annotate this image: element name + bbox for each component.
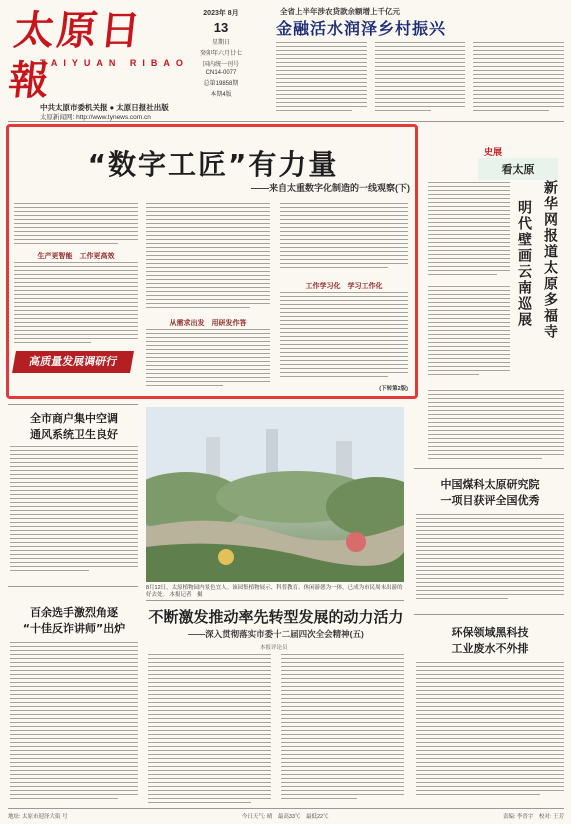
feature-subhead-2: 从需求出发 用研发作答: [169, 320, 247, 327]
footer-address: 地址: 太原市迎泽大街 号: [8, 814, 68, 820]
photo-garden: [146, 407, 404, 582]
feature-subtitle: ——来自太重数字化制造的一线观察(下): [251, 183, 410, 193]
footer-weather: 今日天气: 晴 最高33℃ 最低22℃: [241, 814, 329, 820]
left-story-1-headline-line1: 全市商户集中空调: [30, 412, 118, 425]
photo-garden-scene: [146, 407, 404, 582]
feature-body-col2b: [146, 329, 270, 393]
right-vertical-headline-2: 明代壁画云南巡展: [516, 200, 532, 328]
right-column-name: 看太原: [478, 158, 558, 180]
feature-subhead-3: 工作学习化 学习工作化: [305, 283, 383, 290]
feature-banner: 高质量发展调研行: [12, 351, 134, 373]
photo-credit: 本报记者 摄: [169, 592, 203, 598]
right-column-body-a: [428, 182, 510, 282]
right-vertical-headline-1: 新华网报道太原多福寺: [542, 180, 558, 340]
footer-editor: 责编: 李晋宇 校对: 王芳: [502, 814, 564, 820]
photo-caption-text: 8月12日，太原植物园内景色宜人。该园集植物展示、科普教育、休闲游憩为一体，已成为市民周末出游的好去处。: [146, 585, 403, 598]
left-story-2-headline-line2: “十佳反诈讲师”出炉: [22, 622, 126, 635]
footer-bar: [8, 808, 564, 820]
left-divider-1: [8, 404, 138, 405]
date-weekday: 星期日: [211, 40, 230, 46]
right-column-body-c: [428, 390, 564, 464]
publisher-org: 中共太原市委机关报 ● 太原日报社出版: [40, 103, 169, 112]
middle-story-headline: 不断激发推动率先转型发展的动力活力: [148, 608, 404, 626]
right-story-1-body: [416, 514, 564, 604]
feature-body-col3b: [280, 292, 408, 382]
right-column-kicker: 史展: [484, 147, 503, 157]
right-story-2-headline-line1: 环保领域黑科技: [451, 626, 529, 639]
right-divider-1: [414, 468, 564, 469]
feature-continued: (下转第2版): [379, 386, 408, 392]
top-story-headline: 金融活水润泽乡村振兴: [276, 19, 447, 38]
left-story-1-headline-line2: 通风系统卫生良好: [30, 428, 118, 441]
date-year-month: 2023年 8月: [203, 10, 239, 17]
middle-story-body: [148, 654, 404, 804]
right-column-body-b: [428, 286, 510, 382]
top-story-body: [276, 42, 564, 116]
feature-body-col2a: [146, 203, 270, 315]
issue-pages: 本期4版: [210, 92, 232, 98]
issue-cn: CN14-0077: [205, 70, 237, 76]
left-story-2-body: [10, 642, 138, 802]
middle-story-byline: 本报评论员: [260, 645, 288, 651]
feature-body-col1b: [14, 262, 138, 348]
issue-label: 国内统一刊号: [202, 62, 239, 68]
right-story-1-headline-line2: 一项目获评全国优秀: [440, 494, 540, 507]
dateline: [192, 8, 250, 96]
right-story-2-headline-line2: 工业废水不外排: [451, 642, 529, 655]
date-lunar: 癸卯年六月廿七: [199, 51, 242, 57]
masthead-pinyin: TAIYUAN RIBAO: [40, 58, 189, 68]
issue-serial: 总第19858期: [203, 81, 239, 87]
left-story-1-body: [10, 446, 138, 576]
right-divider-2: [414, 614, 564, 615]
top-story-kicker: 全省上半年涉农贷款余额增上千亿元: [280, 7, 400, 16]
feature-subhead-1: 生产更智能 工作更高效: [37, 253, 115, 260]
publisher-url: 太原新闻网: http://www.tynews.com.cn: [40, 114, 151, 121]
feature-body-col3a: [280, 203, 408, 273]
middle-divider: [146, 600, 404, 601]
left-divider-2: [8, 586, 138, 587]
masthead-logo: 太原日報: [6, 7, 146, 104]
right-story-1-headline-line1: 中国煤科太原研究院: [440, 478, 540, 491]
middle-story-subtitle: ——深入贯彻落实市委十二届四次全会精神(五): [188, 629, 364, 639]
feature-body-col1a: [14, 203, 138, 249]
feature-title: “数字工匠”有力量: [87, 148, 339, 181]
masthead-divider: [8, 121, 564, 122]
left-story-2-headline-line1: 百余选手激烈角逐: [30, 606, 118, 619]
right-story-2-body: [416, 662, 564, 802]
date-day: 13: [213, 20, 229, 35]
photo-caption: [146, 585, 404, 599]
